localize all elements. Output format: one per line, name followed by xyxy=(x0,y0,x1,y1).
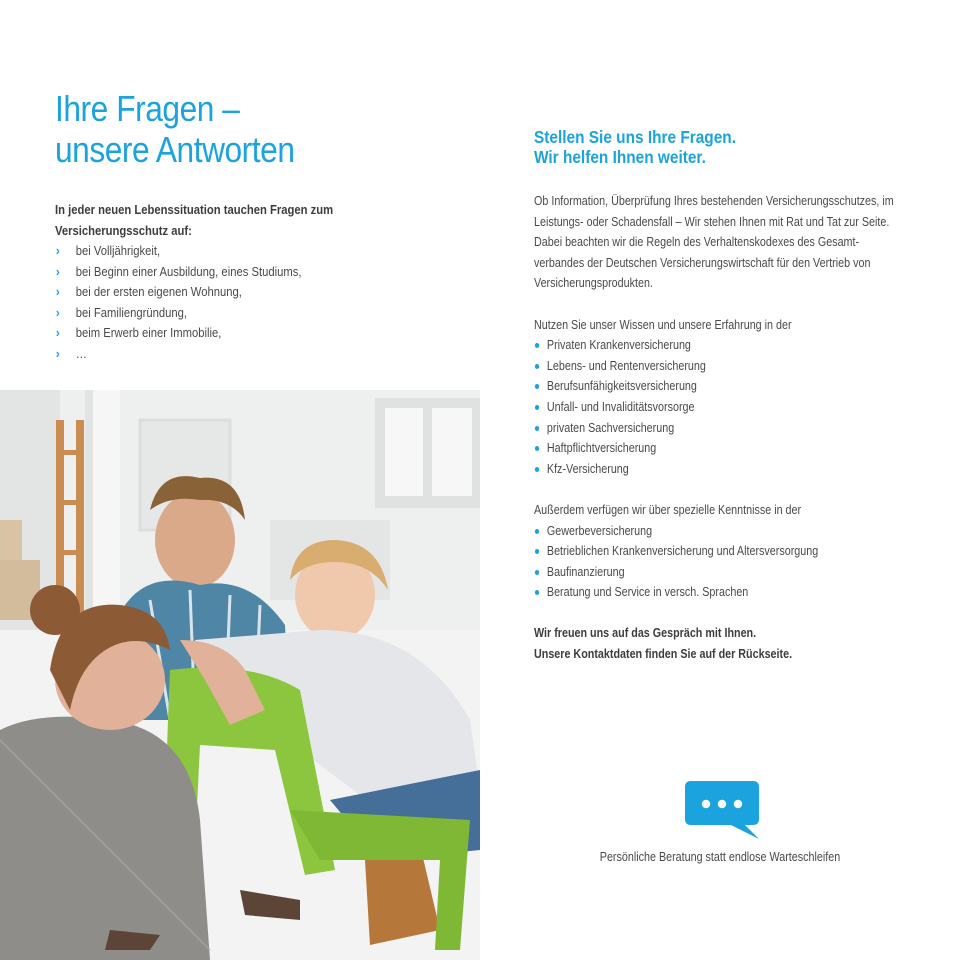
list-item: Lebens- und Rentenversicherung xyxy=(534,356,904,377)
list-item: › bei Volljährigkeit, xyxy=(55,241,352,262)
paragraph-special: Außerdem verfügen wir über spezielle Kenntnisse in der xyxy=(534,502,802,517)
list-item: › beim Erwerb einer Immobilie, xyxy=(55,323,352,344)
chevron-right-icon: › xyxy=(55,284,60,299)
chat-bubble-icon-graphic xyxy=(685,781,759,839)
list-item: › bei Familiengründung, xyxy=(55,303,352,324)
insurance-list xyxy=(534,335,904,479)
list-item: Berufsunfähigkeitsversicherung xyxy=(534,376,904,397)
title-line-1: Ihre Fragen – xyxy=(55,88,240,129)
right-column xyxy=(534,127,919,665)
list-item: Baufinanzierung xyxy=(534,562,904,583)
intro-text: In jeder neuen Lebenssituation tauchen Fragen zum Versicherungsschutz auf: xyxy=(55,203,334,238)
list-item: Betrieblichen Krankenversicherung und Altersversorgung xyxy=(534,541,904,562)
chevron-right-icon: › xyxy=(55,345,60,361)
subtitle-line-2: Wir helfen Ihnen weiter. xyxy=(534,147,706,167)
list-item: Privaten Krankenversicherung xyxy=(534,335,904,356)
closing-text xyxy=(534,623,904,664)
subtitle-line-1: Stellen Sie uns Ihre Fragen. xyxy=(534,127,736,147)
chat-bubble-icon xyxy=(685,781,759,839)
section-subtitle xyxy=(534,127,873,167)
list-item: › bei der ersten eigenen Wohnung, xyxy=(55,282,352,303)
list-item: Kfz-Versicherung xyxy=(534,459,904,480)
paragraph-info: Ob Information, Überprüfung Ihres bestehenden Versicherungsschutzes, im Leistungs- oder Schadensfall – Wir stehen Ihnen mit Rat und Tat zur Seite. Dabei beachten wir die Regeln des Verhaltenskodexes des Gesamt-verbandes der Deutschen Versicherungswirtschaft für den Vertrieb von Versicherungsprodukten. xyxy=(534,194,894,291)
list-item: Unfall- und Invaliditätsvorsorge xyxy=(534,397,904,418)
chevron-right-icon: › xyxy=(55,325,60,340)
list-item: Beratung und Service in versch. Sprachen xyxy=(534,582,904,603)
list-item: privaten Sachversicherung xyxy=(534,418,904,439)
closing-line-1: Wir freuen uns auf das Gespräch mit Ihnen. xyxy=(534,626,757,641)
title-line-2: unsere Antworten xyxy=(55,129,295,170)
closing-line-2: Unsere Kontaktdaten finden Sie auf der Rückseite. xyxy=(534,647,793,662)
chevron-right-icon: › xyxy=(55,263,60,279)
life-situations-list xyxy=(55,241,352,364)
special-knowledge-list xyxy=(534,521,904,603)
family-photo-illustration xyxy=(0,390,480,960)
list-item: Gewerbeversicherung xyxy=(534,521,904,542)
chat-caption: Persönliche Beratung statt endlose Warteschleifen xyxy=(599,850,841,864)
list-item: › … xyxy=(55,344,352,365)
paragraph-expertise: Nutzen Sie unser Wissen und unsere Erfahrung in der xyxy=(534,317,792,332)
family-photo xyxy=(0,390,480,960)
chevron-right-icon: › xyxy=(55,304,60,320)
chevron-right-icon: › xyxy=(55,243,60,258)
list-item: › bei Beginn einer Ausbildung, eines Studiums, xyxy=(55,262,352,283)
left-column xyxy=(55,88,455,364)
page-title xyxy=(55,88,407,170)
list-item: Haftpflichtversicherung xyxy=(534,438,904,459)
